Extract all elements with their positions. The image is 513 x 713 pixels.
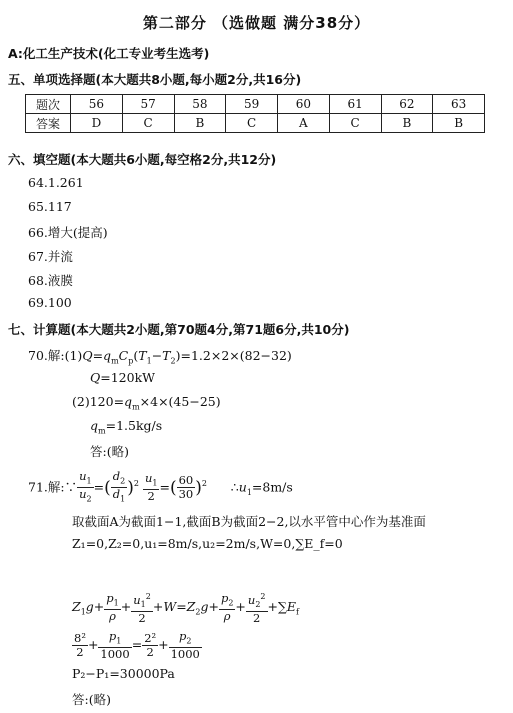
q71-numeric-eq: $\frac{\text{8²}}{2}$ + $\frac{p_1}{1000}$ = $\frac{\text{2²}}{2}$ + $\frac{p_2}{1000}$ bbox=[74, 629, 200, 662]
question-number: 60 bbox=[278, 95, 330, 114]
answer-cell: A bbox=[278, 114, 330, 133]
question-number: 57 bbox=[122, 95, 174, 114]
q70-line2: $(2)120=q_m\times 4\times(45-25)$ bbox=[72, 394, 221, 412]
fill-answer: 67.并流 bbox=[28, 249, 73, 264]
q70-part2: (2)120= bbox=[72, 394, 125, 409]
row-label-number: 题次 bbox=[26, 95, 71, 114]
table-row bbox=[26, 95, 485, 114]
q71-result: P₂−P₁=30000Pa bbox=[72, 666, 175, 681]
q70-part1: (1) bbox=[64, 348, 83, 363]
fill-answer: 65.117 bbox=[28, 199, 72, 214]
q71-u1-value: =8m/s bbox=[251, 479, 293, 495]
q70-qm-value: =1.5kg/s bbox=[105, 418, 163, 433]
q71-section-text: 取截面A为截面1−1,截面B为截面2−2,以水平管中心作为基准面 bbox=[72, 514, 426, 529]
q70-part2-rhs: ×4×(45−25) bbox=[139, 394, 221, 409]
section6-heading: 六、填空题(本大题共6小题,每空格2分,共12分) bbox=[8, 152, 277, 167]
part-a-heading: A:化工生产技术(化工专业考生选考) bbox=[8, 46, 210, 61]
q70-qm-result: $q_m=1.5kg/s$ bbox=[90, 418, 163, 436]
question-number: 58 bbox=[174, 95, 226, 114]
eq-den: 2 bbox=[76, 645, 84, 660]
section5-heading: 五、单项选择题(本大题共8小题,每小题2分,共16分) bbox=[8, 72, 302, 87]
because-symbol: ∵ bbox=[64, 479, 78, 495]
q71-conditions: Z₁=0,Z₂=0,u₁=8m/s,u₂=2m/s,W=0,∑E_f=0 bbox=[72, 536, 343, 551]
eq-den: 1000 bbox=[100, 647, 130, 662]
q70-answer: 答:(略) bbox=[90, 444, 129, 459]
q71-d1: 30 bbox=[178, 487, 194, 502]
question-number: 56 bbox=[71, 95, 123, 114]
eq-den: 2 bbox=[138, 611, 146, 626]
q70-label: 70.解: bbox=[28, 348, 65, 363]
q71-answer: 答:(略) bbox=[72, 692, 111, 707]
q70-part1-rhs: =1.2×2×(82−32) bbox=[180, 348, 292, 363]
question-number: 62 bbox=[381, 95, 433, 114]
eq-den: 2 bbox=[253, 611, 261, 626]
answer-cell: C bbox=[226, 114, 278, 133]
eq-den: 2 bbox=[146, 645, 154, 660]
therefore-symbol: ∴ bbox=[230, 479, 239, 495]
q71-bernoulli-eq: $Z_1g+$ $\frac{p_1}{\rho}$ + $\frac{u_1^2}{2}$ $+W=Z_2g+$ $\frac{p_2}{\rho}$ + $\frac{u_2^2}{2}$ $+\sum E_f$ bbox=[72, 590, 300, 626]
answer-cell: D bbox=[71, 114, 123, 133]
fill-answer: 66.增大(提高) bbox=[28, 225, 108, 240]
q71-line1: 71.解:∵ $\frac{u_1}{u_2}$ =( $\frac{d_2}{d_1}$ )$^2$ $\frac{u_1}{2}$ =( $\frac{60}{30}$ )$^2$ $\therefore u_1=8m/s$ bbox=[28, 469, 293, 504]
q70-line1: 70.解$:(1)Q=q_mC_p(T_1-T_2)=1.2\times 2\times(82-32)$ bbox=[28, 348, 292, 366]
table-row bbox=[26, 114, 485, 133]
q71-den: 2 bbox=[147, 489, 155, 504]
q71-label: 71.解: bbox=[28, 479, 65, 495]
answer-cell: B bbox=[433, 114, 485, 133]
answer-cell: B bbox=[174, 114, 226, 133]
answer-cell: B bbox=[381, 114, 433, 133]
eq-num: 8² bbox=[74, 631, 86, 646]
page-title: 第二部分 （选做题 满分38分） bbox=[142, 14, 371, 32]
eq-den: 1000 bbox=[170, 647, 200, 662]
eq-num: 2² bbox=[144, 631, 157, 646]
answer-table bbox=[25, 94, 485, 133]
q70-q-result: Q=120kW bbox=[90, 370, 156, 385]
fill-answer: 69.100 bbox=[28, 295, 72, 310]
q70-q-value: =120kW bbox=[100, 370, 156, 385]
answer-cell: C bbox=[329, 114, 381, 133]
section7-heading: 七、计算题(本大题共2小题,第70题4分,第71题6分,共10分) bbox=[8, 322, 350, 337]
question-number: 61 bbox=[329, 95, 381, 114]
fill-answer: 68.液膜 bbox=[28, 273, 73, 288]
row-label-answer: 答案 bbox=[26, 114, 71, 133]
fill-answer: 64.1.261 bbox=[28, 175, 84, 190]
q71-d2: 60 bbox=[178, 473, 194, 488]
question-number: 59 bbox=[226, 95, 278, 114]
answer-cell: C bbox=[122, 114, 174, 133]
question-number: 63 bbox=[433, 95, 485, 114]
